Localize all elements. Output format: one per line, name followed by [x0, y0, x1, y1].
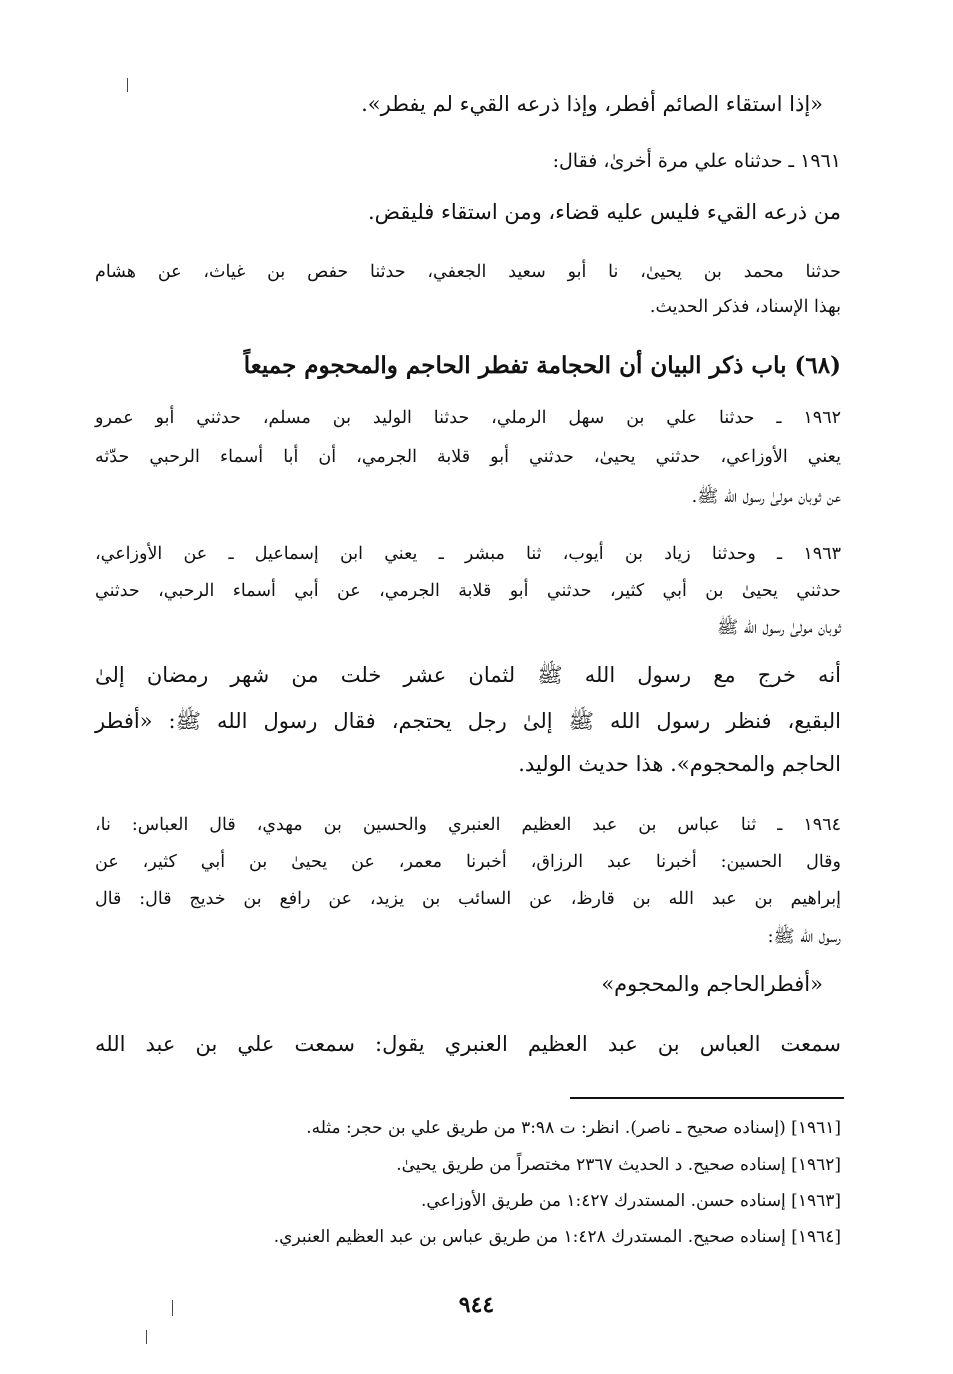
hadith-text-line: سمعت العباس بن عبد العظيم العنبري يقول: سمعت علي بن عبد الله — [95, 1032, 841, 1056]
hadith-text-line: أنه خرج مع رسول الله ﷺ لثمان عشر خلت من شهر رمضان إلىٰ — [95, 663, 841, 687]
isnad-line: ثوبان مولىٰ رسول الله ﷺ — [717, 618, 841, 638]
chapter-heading: (٦٨) باب ذكر البيان أن الحجامة تفطر الحاجم والمحجوم جميعاً — [243, 352, 841, 379]
footnote: [١٩٦٣] إسناده حسن. المستدرك ١:٤٢٧ من طريق الأوزاعي. — [421, 1191, 841, 1211]
footnote-separator — [570, 1097, 844, 1099]
isnad-line: وقال الحسين: أخبرنا عبد الرزاق، أخبرنا معمر، عن يحيىٰ بن أبي كثير، عن — [95, 852, 841, 872]
hadith-number-line: ١٩٦٢ ـ حدثنا علي بن سهل الرملي، حدثنا الوليد بن مسلم، حدثني أبو عمرو — [95, 408, 841, 428]
hadith-number-line: ١٩٦٣ ـ وحدثنا زياد بن أيوب، ثنا مبشر ـ يعني ابن إسماعيل ـ عن الأوزاعي، — [95, 544, 841, 564]
footnote: [١٩٦٤] إسناده صحيح. المستدرك ١:٤٢٨ من طريق عباس بن عبد العظيم العنبري. — [273, 1227, 841, 1247]
footnote: [١٩٦١] (إسناده صحيح ـ ناصر). انظر: ت ٣:٩٨ من طريق علي بن حجر: مثله. — [306, 1118, 841, 1138]
isnad-line: حدثني يحيىٰ بن أبي كثير، حدثني أبو قلابة الجرمي، عن أبي أسماء الرحبي، حدثني — [95, 581, 841, 601]
footnote: [١٩٦٢] إسناده صحيح. د الحديث ٢٣٦٧ مختصراً من طريق يحيىٰ. — [396, 1155, 841, 1175]
isnad-line: بهذا الإسناد، فذكر الحديث. — [649, 297, 841, 317]
scan-speck — [172, 1300, 173, 1316]
isnad-line: إبراهيم بن عبد الله بن قارظ، عن السائب بن يزيد، عن رافع بن خديج قال: قال — [95, 889, 841, 909]
isnad-line: عن ثوبان مولىٰ رسول الله ﷺ. — [691, 487, 841, 507]
hadith-text-line: الحاجم والمحجوم». هذا حديث الوليد. — [518, 752, 841, 776]
scan-speck — [127, 78, 128, 92]
hadith-text-line: من ذرعه القيء فليس عليه قضاء، ومن استقاء فليقض. — [367, 200, 841, 224]
hadith-number-line: ١٩٦٤ ـ ثنا عباس بن عبد العظيم العنبري والحسين بن مهدي، قال العباس: نا، — [95, 815, 841, 835]
page-number: ٩٤٤ — [458, 1292, 495, 1318]
isnad-line: يعني الأوزاعي، حدثني يحيىٰ، حدثني أبو قلابة الجرمي، أن أبا أسماء الرحبي حدّثه — [95, 447, 841, 467]
scan-speck — [146, 1330, 147, 1344]
hadith-text-line: «إذا استقاء الصائم أفطر، وإذا ذرعه القيء لم يفطر». — [361, 92, 823, 116]
isnad-line: حدثنا محمد بن يحيىٰ، نا أبو سعيد الجعفي، حدثنا حفص بن غياث، عن هشام — [95, 262, 841, 282]
hadith-number-line: ١٩٦١ ـ حدثناه علي مرة أخرىٰ، فقال: — [552, 150, 841, 172]
isnad-line: رسول الله ﷺ: — [767, 927, 841, 947]
hadith-text-line: البقيع، فنظر رسول الله ﷺ إلىٰ رجل يحتجم، فقال رسول الله ﷺ: «أفطر — [95, 709, 841, 733]
hadith-text-line: «أفطرالحاجم والمحجوم» — [601, 972, 823, 996]
